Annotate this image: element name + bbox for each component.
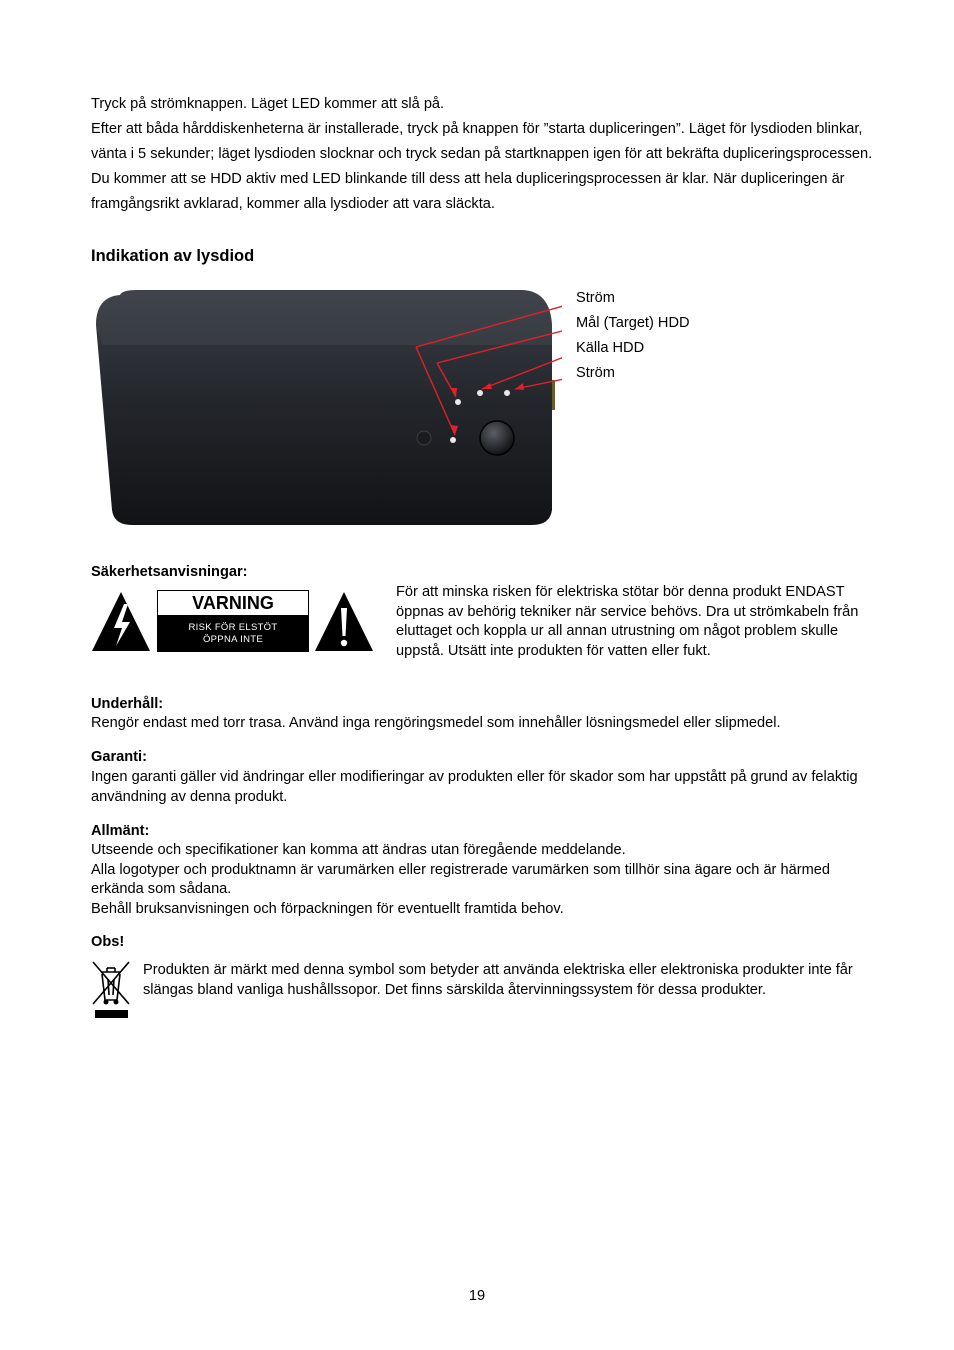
general-paragraph-2: Alla logotyper och produktnamn är varumärken eller registrerade varumärken som tillhör sina ägare och är härmed erkända som sådana. — [91, 861, 830, 897]
led-power-top — [455, 399, 461, 405]
intro-paragraph-2: Efter att båda hårddiskenheterna är installerade, tryck på knappen för ”starta dupliceringen”. Läget för lysdioden blinkar, vänta i 5 sekunder; läget lysdioden slocknar och tryck sedan på startknappen igen för att bekräfta dupliceringsprocessen. Du kommer att se HDD aktiv med LED blinkande till dess att hela dupliceringsprocessen är klar. När dupliceringen är framgångsrikt avklarad, kommer alla lysdioder att vara släckta. — [91, 121, 873, 212]
led-label-target-hdd: Mål (Target) HDD — [576, 315, 690, 331]
weee-bin-icon — [91, 960, 131, 1020]
note-heading: Obs! — [91, 934, 125, 950]
led-target-hdd — [504, 390, 510, 396]
maintenance-text: Rengör endast med torr trasa. Använd inga rengöringsmedel som innehåller lösningsmedel eller slipmedel. — [91, 715, 781, 731]
warranty-text: Ingen garanti gäller vid ändringar eller modifieringar av produkten eller för skador som har uppstått på grund av felaktig användning av denna produkt. — [91, 769, 858, 805]
intro-paragraph-1: Tryck på strömknappen. Läget LED kommer att slå på. — [91, 96, 445, 112]
intro-text — [91, 92, 881, 217]
note-text: Produkten är märkt med denna symbol som betyder att använda elektriska eller elektroniska produkter inte får slängas bland vanliga hushållssopor. Det finns särskilda återvinningssystem för dessa produkter. — [143, 962, 853, 998]
safety-text: För att minska risken för elektriska stötar bör denna produkt ENDAST öppnas av behörig tekniker när service behövs. Dra ut strömkabeln från eluttaget och koppla ur all annan utrustning om något problem skulle uppstå. Utsätt inte produkten för vatten eller fukt. — [396, 584, 859, 659]
device-photo — [92, 285, 562, 535]
led-source-hdd — [477, 390, 483, 396]
warning-line-2: ÖPPNA INTE — [202, 634, 263, 645]
led-label-source-hdd: Källa HDD — [576, 340, 645, 356]
led-label-power-2: Ström — [576, 365, 615, 381]
general-paragraph-1: Utseende och specifikationer kan komma att ändras utan föregående meddelande. — [91, 842, 626, 858]
led-power — [450, 437, 456, 443]
general-text — [91, 841, 871, 919]
exclamation-warning-icon — [314, 590, 374, 652]
warranty-heading: Garanti: — [91, 749, 147, 765]
lightning-warning-icon — [91, 590, 151, 652]
led-heading: Indikation av lysdiod — [91, 247, 255, 265]
maintenance-heading: Underhåll: — [91, 696, 164, 712]
page-number: 19 — [468, 1288, 486, 1304]
small-button — [417, 431, 431, 445]
device-top-highlight — [96, 290, 552, 345]
led-label-power-1: Ström — [576, 290, 615, 306]
safety-heading: Säkerhetsanvisningar: — [91, 564, 248, 580]
power-button — [480, 421, 514, 455]
general-paragraph-3: Behåll bruksanvisningen och förpackningen för eventuellt framtida behov. — [91, 900, 564, 917]
warning-line-1: RISK FÖR ELSTÖT — [188, 622, 278, 633]
warning-title: VARNING — [158, 591, 308, 617]
warning-label — [157, 590, 309, 652]
general-heading: Allmänt: — [91, 823, 150, 839]
